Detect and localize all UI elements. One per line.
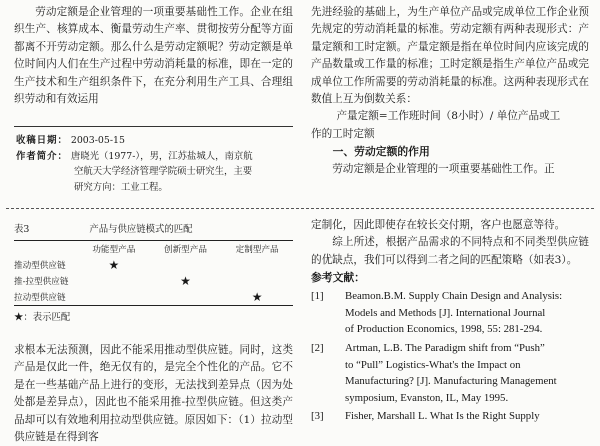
left-intro-column	[14, 4, 293, 108]
table-title: 产品与供应链模式的匹配	[89, 224, 193, 235]
table-row	[14, 289, 293, 305]
row-header-pull: 拉动型供应链	[14, 293, 66, 303]
section-heading: 一、劳动定额的作用	[332, 145, 430, 159]
col-header-custom: 定制型产品	[235, 245, 279, 255]
author-info: 作者简介： 唐晓光（1977-），男，江苏盐城人，南京航	[16, 150, 253, 162]
reference-number: [3]	[311, 410, 324, 423]
table-number: 表3	[14, 224, 30, 235]
reference-item: [1] Beamon.B.M. Supply Chain Design and Analysis: Models and Methods [J]. International Journal of Production Economics, 1998, 55: 281-294.	[311, 290, 563, 336]
pull-chain-paragraph: 求根本无法预测，因此不能采用推动型供应链。同时，这类产品是仅此一件，绝无仅有的，是完全个性化的产品。它不是在一些基础产品上进行的变形，无法找到差异点（因为处处都是差异点），因此也不能采用推-拉型供应链。但这类产品却可以有效地利用拉动型供应链。原因如下：（1）拉动型供应链是在得到客	[14, 344, 293, 444]
table-bottom-rule	[14, 305, 293, 306]
formula-line-1: 产量定额=工作班时间（8小时）/ 单位产品或工	[336, 110, 561, 123]
definition-paragraph: 先进经验的基础上，为生产单位产品或完成单位工作企业预先规定的劳动消耗量的标准。劳动定额有两种表现形式：产量定额和工时定额。产量定额是指在单位时间内应该完成的产品数量或工作量的标准；工时定额是指生产单位产品或完成单位工作所需要的劳动消耗量的标准。这两种表现形式在数值上互为倒数关系：	[311, 6, 589, 106]
table-note: ★：表示匹配	[14, 312, 71, 323]
continuation-line: 定制化，因此即使存在较长交付期，客户也愿意等待。	[311, 219, 566, 231]
table-row	[14, 257, 293, 273]
author-info-line2: 空航天大学经济管理学院硕士研究生，主要	[74, 166, 253, 177]
table-header-row	[14, 241, 293, 257]
section-first-line: 劳动定额是企业管理的一项重要基础性工作。正	[332, 162, 555, 175]
section-divider	[6, 208, 594, 209]
match-star-icon: ★	[251, 290, 263, 304]
match-star-icon: ★	[180, 274, 191, 288]
right-top-column	[311, 4, 589, 178]
author-info-line3: 研究方向：工业工程。	[74, 181, 168, 193]
footnote-rule	[14, 126, 293, 127]
references-heading: 参考文献：	[311, 271, 365, 285]
intro-paragraph: 劳动定额是企业管理的一项重要基础性工作。企业在组织生产、核算成本、衡量劳动生产率、贯彻按劳分配等方面都离不开劳动定额。那么什么是劳动定额呢？劳动定额是单位时间内人们在生产过程中劳动消耗量的标准，即在一定的生产技术和生产组织条件下，在充分利用生产工具、合理组织劳动和有效运用	[14, 6, 293, 106]
formula-line-2: 作的工时定额	[311, 127, 375, 140]
row-header-push: 推动型供应链	[14, 261, 66, 271]
row-header-push-pull: 推-拉型供应链	[14, 277, 69, 287]
reference-item: [3] Fisher, Marshall L. What Is the Right Supply	[311, 408, 589, 425]
table-3	[14, 221, 293, 323]
received-date: 收稿日期： 2003-05-15	[16, 135, 125, 146]
right-bottom-column	[311, 217, 589, 425]
table-row	[14, 273, 293, 289]
table-top-rule	[14, 240, 293, 241]
reference-item: [2] Artman, L.B. The Paradigm shift from “Push” to “Pull” Logistics-What's the Impact on Manufacturing? [J]. Manufacturing Management symposium, Evanston, IL, May 1995.	[311, 342, 557, 404]
reference-number: [2]	[311, 342, 324, 354]
match-table	[14, 241, 293, 305]
article-meta	[16, 133, 293, 195]
summary-paragraph: 综上所述，根据产品需求的不同特点和不同类型供应链的优缺点，我们可以得到二者之间的匹配策略（如表3）。	[311, 236, 589, 266]
match-star-icon: ★	[108, 258, 120, 272]
table-caption	[14, 221, 293, 235]
reference-number: [1]	[311, 290, 324, 303]
col-header-functional: 功能型产品	[92, 245, 136, 255]
col-header-innovative: 创新型产品	[163, 245, 207, 255]
left-bottom-column	[14, 342, 293, 446]
